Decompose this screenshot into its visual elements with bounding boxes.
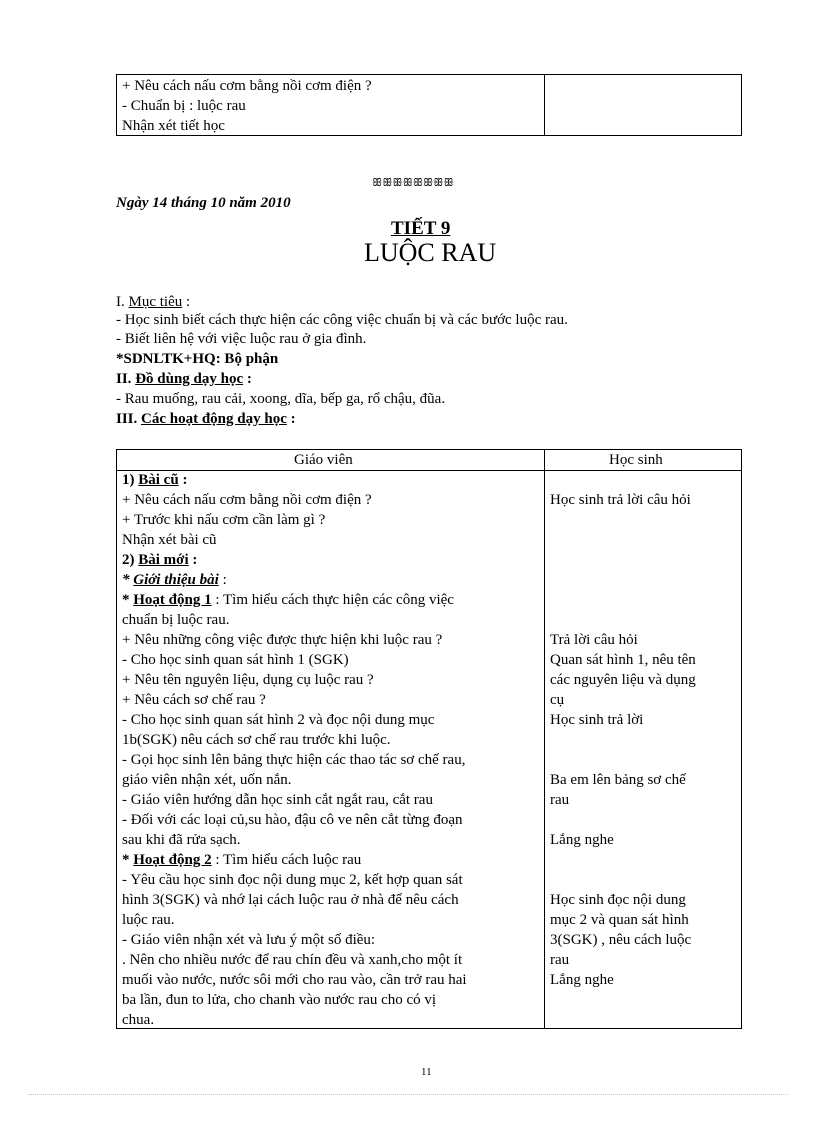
header-divider [117, 470, 741, 471]
teacher-line: + Nêu cách nấu cơm bằng nồi cơm điện ? [122, 492, 372, 508]
new-lesson-heading: 2) Bài mới : [122, 552, 198, 568]
student-line: Quan sát hình 1, nêu tên [550, 652, 696, 668]
teacher-line: 1b(SGK) nêu cách sơ chế rau trước khi luộc. [122, 732, 391, 748]
student-line: Lắng nghe [550, 972, 614, 988]
introduction-heading: * Giới thiệu bài : [122, 572, 227, 588]
teacher-line: + Nêu những công việc được thực hiện khi luộc rau ? [122, 632, 443, 648]
teacher-line: + Nêu cách sơ chế rau ? [122, 692, 266, 708]
objective-item-2: - Biết liên hệ với việc luộc rau ở gia đình. [116, 331, 367, 347]
objectives-heading-text: Mục tiêu [128, 294, 183, 310]
top-table-line-2: - Chuẩn bị : luộc rau [122, 98, 246, 114]
activities-heading-text: Các hoạt động dạy học [141, 411, 287, 427]
page-number: 11 [421, 1066, 432, 1078]
teacher-line: sau khi đã rửa sạch. [122, 832, 241, 848]
teacher-line: chua. [122, 1012, 155, 1028]
teacher-line: + Trước khi nấu cơm cần làm gì ? [122, 512, 326, 528]
student-line: Ba em lên bảng sơ chế [550, 772, 686, 788]
teacher-line: ba lần, đun to lửa, cho chanh vào nước rau cho có vị [122, 992, 437, 1008]
student-line: Học sinh đọc nội dung [550, 892, 686, 908]
decorative-divider: ꕥꕥꕥꕥꕥꕥꕥꕥ [372, 177, 454, 189]
activity-1-heading: * Hoạt động 1 : Tìm hiểu cách thực hiện các công việc [122, 592, 454, 608]
column-divider [544, 75, 545, 135]
student-line: các nguyên liệu và dụng [550, 672, 696, 688]
teacher-line: luộc rau. [122, 912, 175, 928]
student-line: Lắng nghe [550, 832, 614, 848]
teacher-line: chuẩn bị luộc rau. [122, 612, 230, 628]
teacher-line: giáo viên nhận xét, uốn nắn. [122, 772, 292, 788]
sdnl-line: *SDNLTK+HQ: Bộ phận [116, 351, 279, 367]
date-line: Ngày 14 tháng 10 năm 2010 [116, 195, 291, 211]
teacher-line: Nhận xét bài cũ [122, 532, 217, 548]
teacher-line: + Nêu tên nguyên liệu, dụng cụ luộc rau ? [122, 672, 374, 688]
student-line: mục 2 và quan sát hình [550, 912, 689, 928]
student-line: 3(SGK) , nêu cách luộc [550, 932, 692, 948]
teacher-line: - Cho học sinh quan sát hình 2 và đọc nội dung mục [122, 712, 435, 728]
student-line: Trả lời câu hỏi [550, 632, 638, 648]
column-header-teacher: Giáo viên [294, 452, 353, 468]
teacher-line: . Nên cho nhiều nước để rau chín đều và xanh,cho một ít [122, 952, 463, 968]
student-line: cụ [550, 692, 565, 708]
column-divider [544, 450, 545, 1028]
activities-heading: III. Các hoạt động dạy học : [116, 411, 296, 427]
materials-item: - Rau muống, rau cải, xoong, dĩa, bếp ga, rổ chậu, đũa. [116, 391, 446, 407]
student-line: Học sinh trả lời câu hỏi [550, 492, 691, 508]
objectives-heading: I. Mục tiêu : [116, 294, 191, 310]
materials-heading: II. Đồ dùng dạy học : [116, 371, 252, 387]
teacher-line: - Yêu cầu học sinh đọc nội dung mục 2, kết hợp quan sát [122, 872, 463, 888]
lesson-title: LUỘC RAU [364, 238, 497, 267]
teacher-line: - Gọi học sinh lên bảng thực hiện các thao tác sơ chế rau, [122, 752, 466, 768]
teacher-line: - Đối với các loại củ,su hào, đậu cô ve nên cắt từng đoạn [122, 812, 463, 828]
lesson-number: TIẾT 9 [391, 218, 451, 239]
student-line: rau [550, 952, 570, 968]
materials-heading-text: Đồ dùng dạy học [135, 371, 244, 387]
teacher-line: - Cho học sinh quan sát hình 1 (SGK) [122, 652, 349, 668]
teacher-line: - Giáo viên hướng dẫn học sinh cắt ngắt rau, cắt rau [122, 792, 433, 808]
teacher-line: muối vào nước, nước sôi mới cho rau vào, cần trở rau hai [122, 972, 467, 988]
top-table-line-1: + Nêu cách nấu cơm bằng nồi cơm điện ? [122, 78, 372, 94]
student-line: rau [550, 792, 570, 808]
column-header-student: Học sinh [609, 452, 663, 468]
activity-2-heading: * Hoạt động 2 : Tìm hiểu cách luộc rau [122, 852, 362, 868]
objective-item-1: - Học sinh biết cách thực hiện các công việc chuẩn bị và các bước luộc rau. [116, 312, 568, 328]
old-lesson-heading: 1) Bài cũ : [122, 472, 188, 488]
top-table-line-3: Nhận xét tiết học [122, 118, 225, 134]
teacher-line: - Giáo viên nhận xét và lưu ý một số điều: [122, 932, 376, 948]
teacher-line: hình 3(SGK) và nhớ lại cách luộc rau ở nhà để nêu cách [122, 892, 459, 908]
student-line: Học sinh trả lời [550, 712, 644, 728]
footer-rule [28, 1094, 788, 1095]
